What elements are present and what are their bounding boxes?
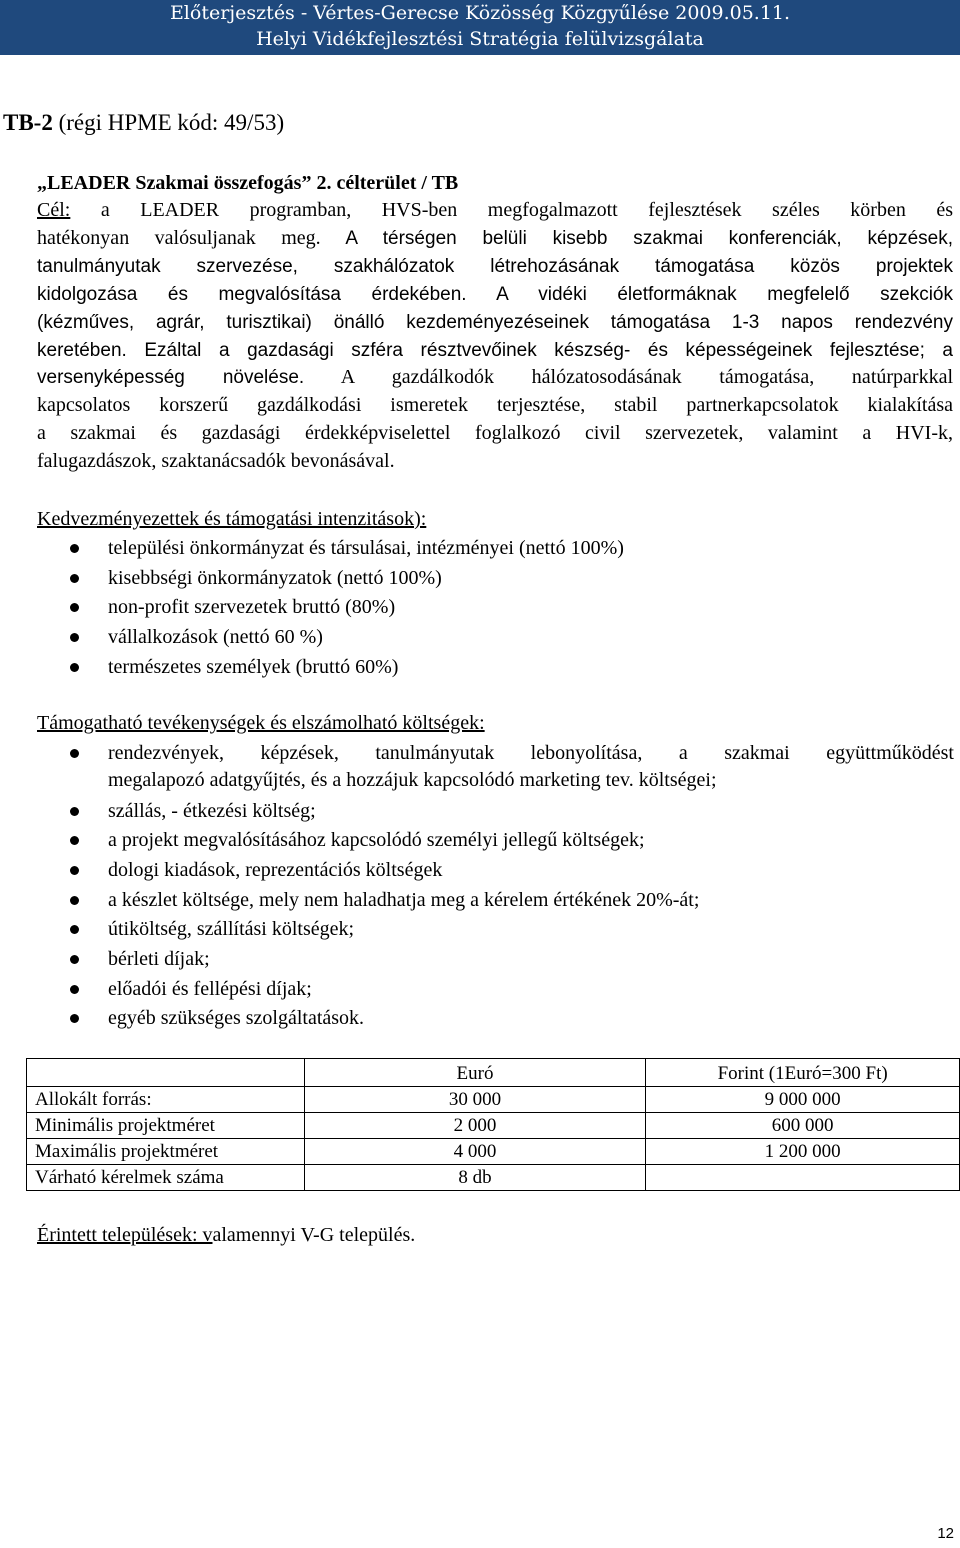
goal-line-5: (kézműves, agrár, turisztikai) önálló kezdeményezéseinek támogatása 1-3 napos rendezvény: [37, 312, 953, 333]
bullet-icon: [70, 925, 79, 934]
page-number: 12: [937, 1525, 954, 1542]
table-cell: 8 db: [304, 1165, 646, 1191]
bullet-icon: [70, 574, 79, 583]
bullet-icon: [70, 807, 79, 816]
program-name: „LEADER Szakmai összefogás” 2. célterület / TB: [37, 172, 459, 194]
goal-line-6: keretében. Ezáltal a gazdasági szféra résztvevőinek készség- és képességeinek fejlesztése; a: [37, 340, 953, 361]
goal-line-9: a szakmai és gazdasági érdekképviselettel foglalkozó civil szervezetek, valamint a HVI-k,: [37, 422, 953, 444]
table-header-row: [27, 1059, 960, 1087]
table-row: [27, 1087, 960, 1113]
header-line-1: Előterjesztés - Vértes-Gerecse Közösség Közgyűlése 2009.05.11.: [169, 2, 791, 24]
activities-title: Támogatható tevékenységek és elszámolható költségek:: [37, 712, 485, 734]
page-header: [0, 0, 960, 55]
goal-line-10: falugazdászok, szaktanácsadók bevonásával.: [37, 450, 395, 472]
table-row: [27, 1165, 960, 1191]
table-cell: Allokált forrás:: [27, 1087, 305, 1113]
bullet-icon: [70, 633, 79, 642]
bullet-icon: [70, 663, 79, 672]
bullet-icon: [70, 866, 79, 875]
beneficiary-item: természetes személyek (bruttó 60%): [108, 656, 399, 678]
document-title: [3, 110, 284, 136]
table-cell: Maximális projektméret: [27, 1139, 305, 1165]
activity-item: bérleti díjak;: [108, 948, 210, 970]
bullet-icon: [70, 749, 79, 758]
activity-item-first-line2: megalapozó adatgyűjtés, és a hozzájuk kapcsolódó marketing tev. költségei;: [108, 769, 717, 791]
header-line-2: Helyi Vidékfejlesztési Stratégia felülvizsgálata: [256, 28, 704, 50]
goal-label: Cél:: [37, 199, 71, 221]
beneficiary-item: települési önkormányzat és társulásai, intézményei (nettó 100%): [108, 537, 624, 559]
bullet-icon: [70, 896, 79, 905]
table-cell: [646, 1165, 960, 1191]
table-cell: Várható kérelmek száma: [27, 1165, 305, 1191]
table-cell: 4 000: [304, 1139, 646, 1165]
table-header-cell: Forint (1Euró=300 Ft): [646, 1059, 960, 1087]
goal-line-3: tanulmányutak szervezése, szakhálózatok létrehozásának támogatása közös projektek: [37, 256, 953, 277]
affected-label: Érintett települések: v: [37, 1224, 213, 1246]
budget-table: [26, 1058, 960, 1191]
table-cell: 9 000 000: [646, 1087, 960, 1113]
title-old-code: (régi HPME kód: 49/53): [52, 110, 285, 135]
activity-item: egyéb szükséges szolgáltatások.: [108, 1007, 365, 1029]
activity-item: a készlet költsége, mely nem haladhatja meg a kérelem értékének 20%-át;: [108, 889, 700, 911]
bullet-icon: [70, 836, 79, 845]
table-cell: 30 000: [304, 1087, 646, 1113]
activity-item: szállás, - étkezési költség;: [108, 800, 316, 822]
activity-item-first-line1: rendezvények, képzések, tanulmányutak lebonyolítása, a szakmai együttműködést: [108, 742, 954, 764]
bullet-icon: [70, 603, 79, 612]
table-cell: 600 000: [646, 1113, 960, 1139]
affected-value: alamennyi V-G település.: [212, 1224, 416, 1246]
activity-item: dologi kiadások, reprezentációs költségek: [108, 859, 443, 881]
activity-item: útiköltség, szállítási költségek;: [108, 918, 355, 940]
goal-line-8: kapcsolatos korszerű gazdálkodási ismeretek terjesztése, stabil partnerkapcsolatok kialakítása: [37, 394, 953, 416]
beneficiary-item: kisebbségi önkormányzatok (nettó 100%): [108, 567, 442, 589]
bullet-icon: [70, 1014, 79, 1023]
table-cell: Minimális projektméret: [27, 1113, 305, 1139]
bullet-icon: [70, 985, 79, 994]
table-header-cell: [27, 1059, 305, 1087]
beneficiary-item: vállalkozások (nettó 60 %): [108, 626, 323, 648]
bullet-icon: [70, 955, 79, 964]
activity-item: a projekt megvalósításához kapcsolódó személyi jellegű költségek;: [108, 829, 645, 851]
table-row: [27, 1113, 960, 1139]
table-row: [27, 1139, 960, 1165]
beneficiary-item: non-profit szervezetek bruttó (80%): [108, 596, 396, 618]
table-cell: 2 000: [304, 1113, 646, 1139]
goal-line-7: versenyképesség növelése. A gazdálkodók hálózatosodásának támogatása, natúrparkkal: [37, 366, 953, 388]
bullet-icon: [70, 544, 79, 553]
affected-settlements: [37, 1222, 953, 1249]
title-code: TB-2: [3, 110, 53, 135]
goal-line-4: kidolgozása és megvalósítása érdekében. A vidéki életformáknak megfelelő szekciók: [37, 284, 953, 305]
table-header-cell: Euró: [304, 1059, 646, 1087]
beneficiaries-title: Kedvezményezettek és támogatási intenzitások):: [37, 508, 427, 530]
activity-item: előadói és fellépési díjak;: [108, 978, 312, 1000]
table-cell: 1 200 000: [646, 1139, 960, 1165]
goal-line-1: Cél: a LEADER programban, HVS-ben megfogalmazott fejlesztések széles körben és: [37, 199, 953, 221]
goal-line-2: hatékonyan valósuljanak meg. A térségen belüli kisebb szakmai konferenciák, képzések,: [37, 227, 953, 249]
